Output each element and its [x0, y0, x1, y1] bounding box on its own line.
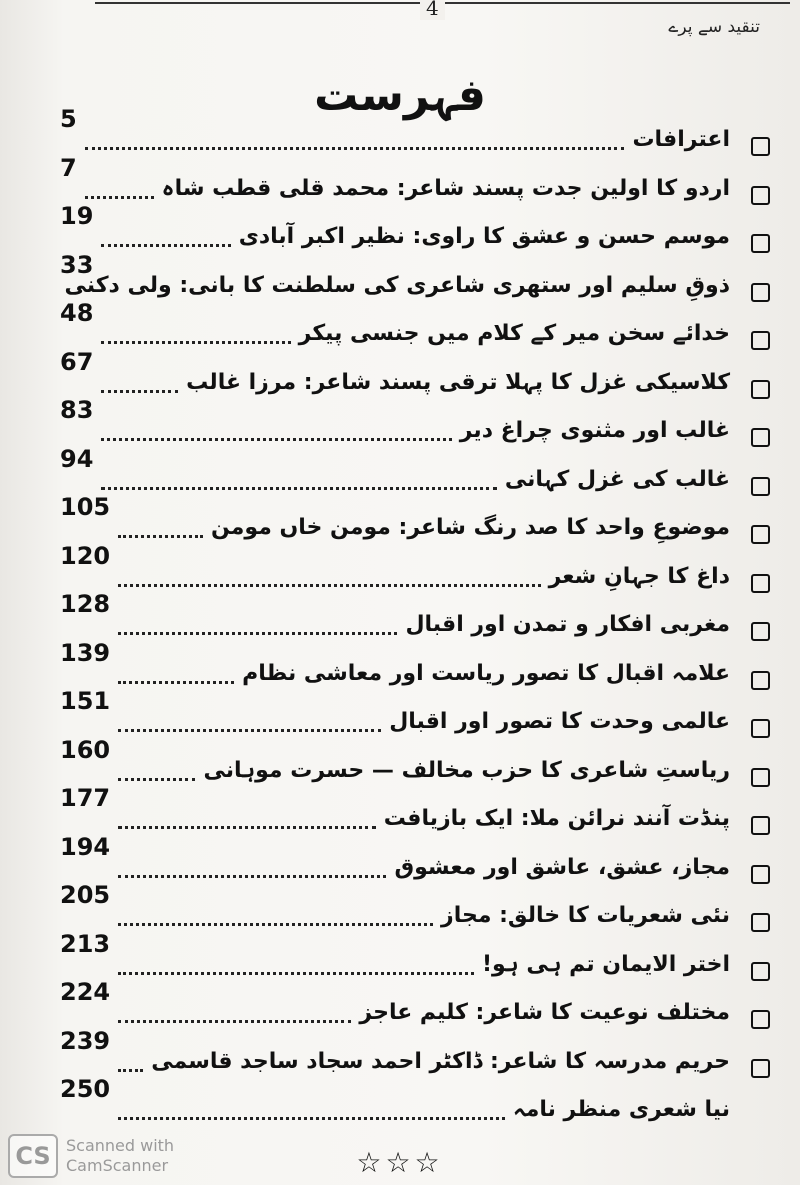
toc-entry-title: حریم مدرسہ کا شاعر: ڈاکٹر احمد سجاد ساجد قاسمی [151, 1048, 730, 1074]
toc-entry-title: نیا شعری منظر نامہ [512, 1097, 730, 1122]
watermark-line1: Scanned with [66, 1136, 175, 1155]
toc-dot-leader [118, 632, 397, 635]
toc-dot-leader [118, 1117, 505, 1120]
toc-entry-title: کلاسیکی غزل کا پہلا ترقی پسند شاعر: مرزا غالب [186, 369, 730, 395]
toc-dot-leader [85, 147, 625, 150]
toc-page-number: 139 [60, 638, 111, 667]
toc-dot-leader [118, 826, 376, 829]
toc-page-number: 105 [60, 493, 111, 521]
toc-dot-leader [101, 487, 496, 490]
toc-page-number: 7 [60, 153, 77, 182]
toc-entry-title: غالب کی غزل کہانی [504, 466, 730, 492]
toc-entry-title: مجاز، عشق، عاشق اور معشوق [394, 854, 730, 880]
toc-page-number: 94 [60, 444, 94, 473]
toc-entry-title: پنڈت آنند نرائن ملا: ایک بازیافت [383, 806, 730, 831]
toc-page-number: 239 [60, 1026, 111, 1055]
camscanner-watermark [66, 1136, 174, 1176]
toc-page-number: 250 [60, 1075, 111, 1103]
toc-entry-title: اعترافات [632, 127, 730, 152]
toc-entry-title: مختلف نوعیت کا شاعر: کلیم عاجز [359, 1000, 730, 1025]
toc-dot-leader [118, 778, 195, 781]
toc-entry-title: مغربی افکار و تمدن اور اقبال [405, 612, 730, 637]
toc-page-number: 48 [60, 299, 94, 327]
end-stars: ☆☆☆ [356, 1146, 444, 1179]
running-head: تنقید سے پرے [668, 17, 760, 37]
toc-dot-leader [101, 244, 230, 247]
toc-row [60, 1075, 770, 1145]
toc-entry-title: ذوقِ سلیم اور ستھری شاعری کی سلطنت کا بانی: ولی دکنی [64, 272, 730, 298]
toc-page-number: 160 [60, 735, 111, 764]
toc-page-number: 5 [60, 105, 77, 133]
toc-entry-title: غالب اور مثنوی چراغ دیر [459, 418, 730, 443]
toc-entry-title: عالمی وحدت کا تصور اور اقبال [389, 709, 730, 734]
toc-page-number: 151 [60, 687, 111, 715]
toc-dot-leader [101, 341, 290, 344]
toc-dot-leader [118, 1069, 143, 1072]
camscanner-logo: CS [8, 1134, 58, 1178]
toc-page-number: 213 [60, 929, 111, 958]
toc-dot-leader [85, 196, 154, 199]
toc-dot-leader [118, 1020, 351, 1023]
page-number: 4 [420, 0, 445, 20]
watermark-line2: CamScanner [66, 1156, 169, 1175]
toc-dot-leader [101, 390, 178, 393]
toc-page-number: 194 [60, 832, 111, 861]
toc-page-number: 224 [60, 978, 111, 1006]
toc-dot-leader [118, 535, 203, 538]
toc-page-number: 205 [60, 881, 111, 909]
toc-dot-leader [118, 972, 474, 975]
toc-page-number: 120 [60, 541, 111, 570]
toc-entry-title: علامہ اقبال کا تصور ریاست اور معاشی نظام [242, 660, 730, 686]
toc-page-number: 177 [60, 784, 111, 812]
toc-page-number: 19 [60, 202, 94, 230]
toc-dot-leader [118, 729, 381, 732]
toc-entry-title: اردو کا اولین جدت پسند شاعر: محمد قلی قطب شاہ [161, 175, 730, 201]
toc-page-number: 67 [60, 347, 94, 376]
toc-entry-title: اختر الایمان تم ہی ہو! [481, 951, 730, 977]
toc-page-number: 33 [60, 250, 94, 279]
toc-dot-leader [118, 923, 433, 926]
toc-page-number: 83 [60, 396, 94, 424]
toc-entry-title: داغ کا جہانِ شعر [548, 563, 730, 589]
toc-dot-leader [101, 438, 451, 441]
toc-entry-title: موسم حسن و عشق کا راوی: نظیر اکبر آبادی [238, 224, 730, 249]
toc-page-number: 128 [60, 590, 111, 618]
toc-entry-title: نئی شعریات کا خالق: مجاز [441, 903, 730, 928]
toc-entry-title: خدائے سخن میر کے کلام میں جنسی پیکر [298, 321, 730, 346]
toc-dot-leader [118, 681, 234, 684]
page-title: فہرست [314, 70, 486, 121]
toc-dot-leader [118, 584, 540, 587]
toc-dot-leader [118, 875, 386, 878]
toc-entry-title: ریاستِ شاعری کا حزب مخالف — حسرت موہانی [203, 757, 730, 783]
toc-entry-title: موضوعِ واحد کا صد رنگ شاعر: مومن خاں مومن [211, 515, 730, 540]
